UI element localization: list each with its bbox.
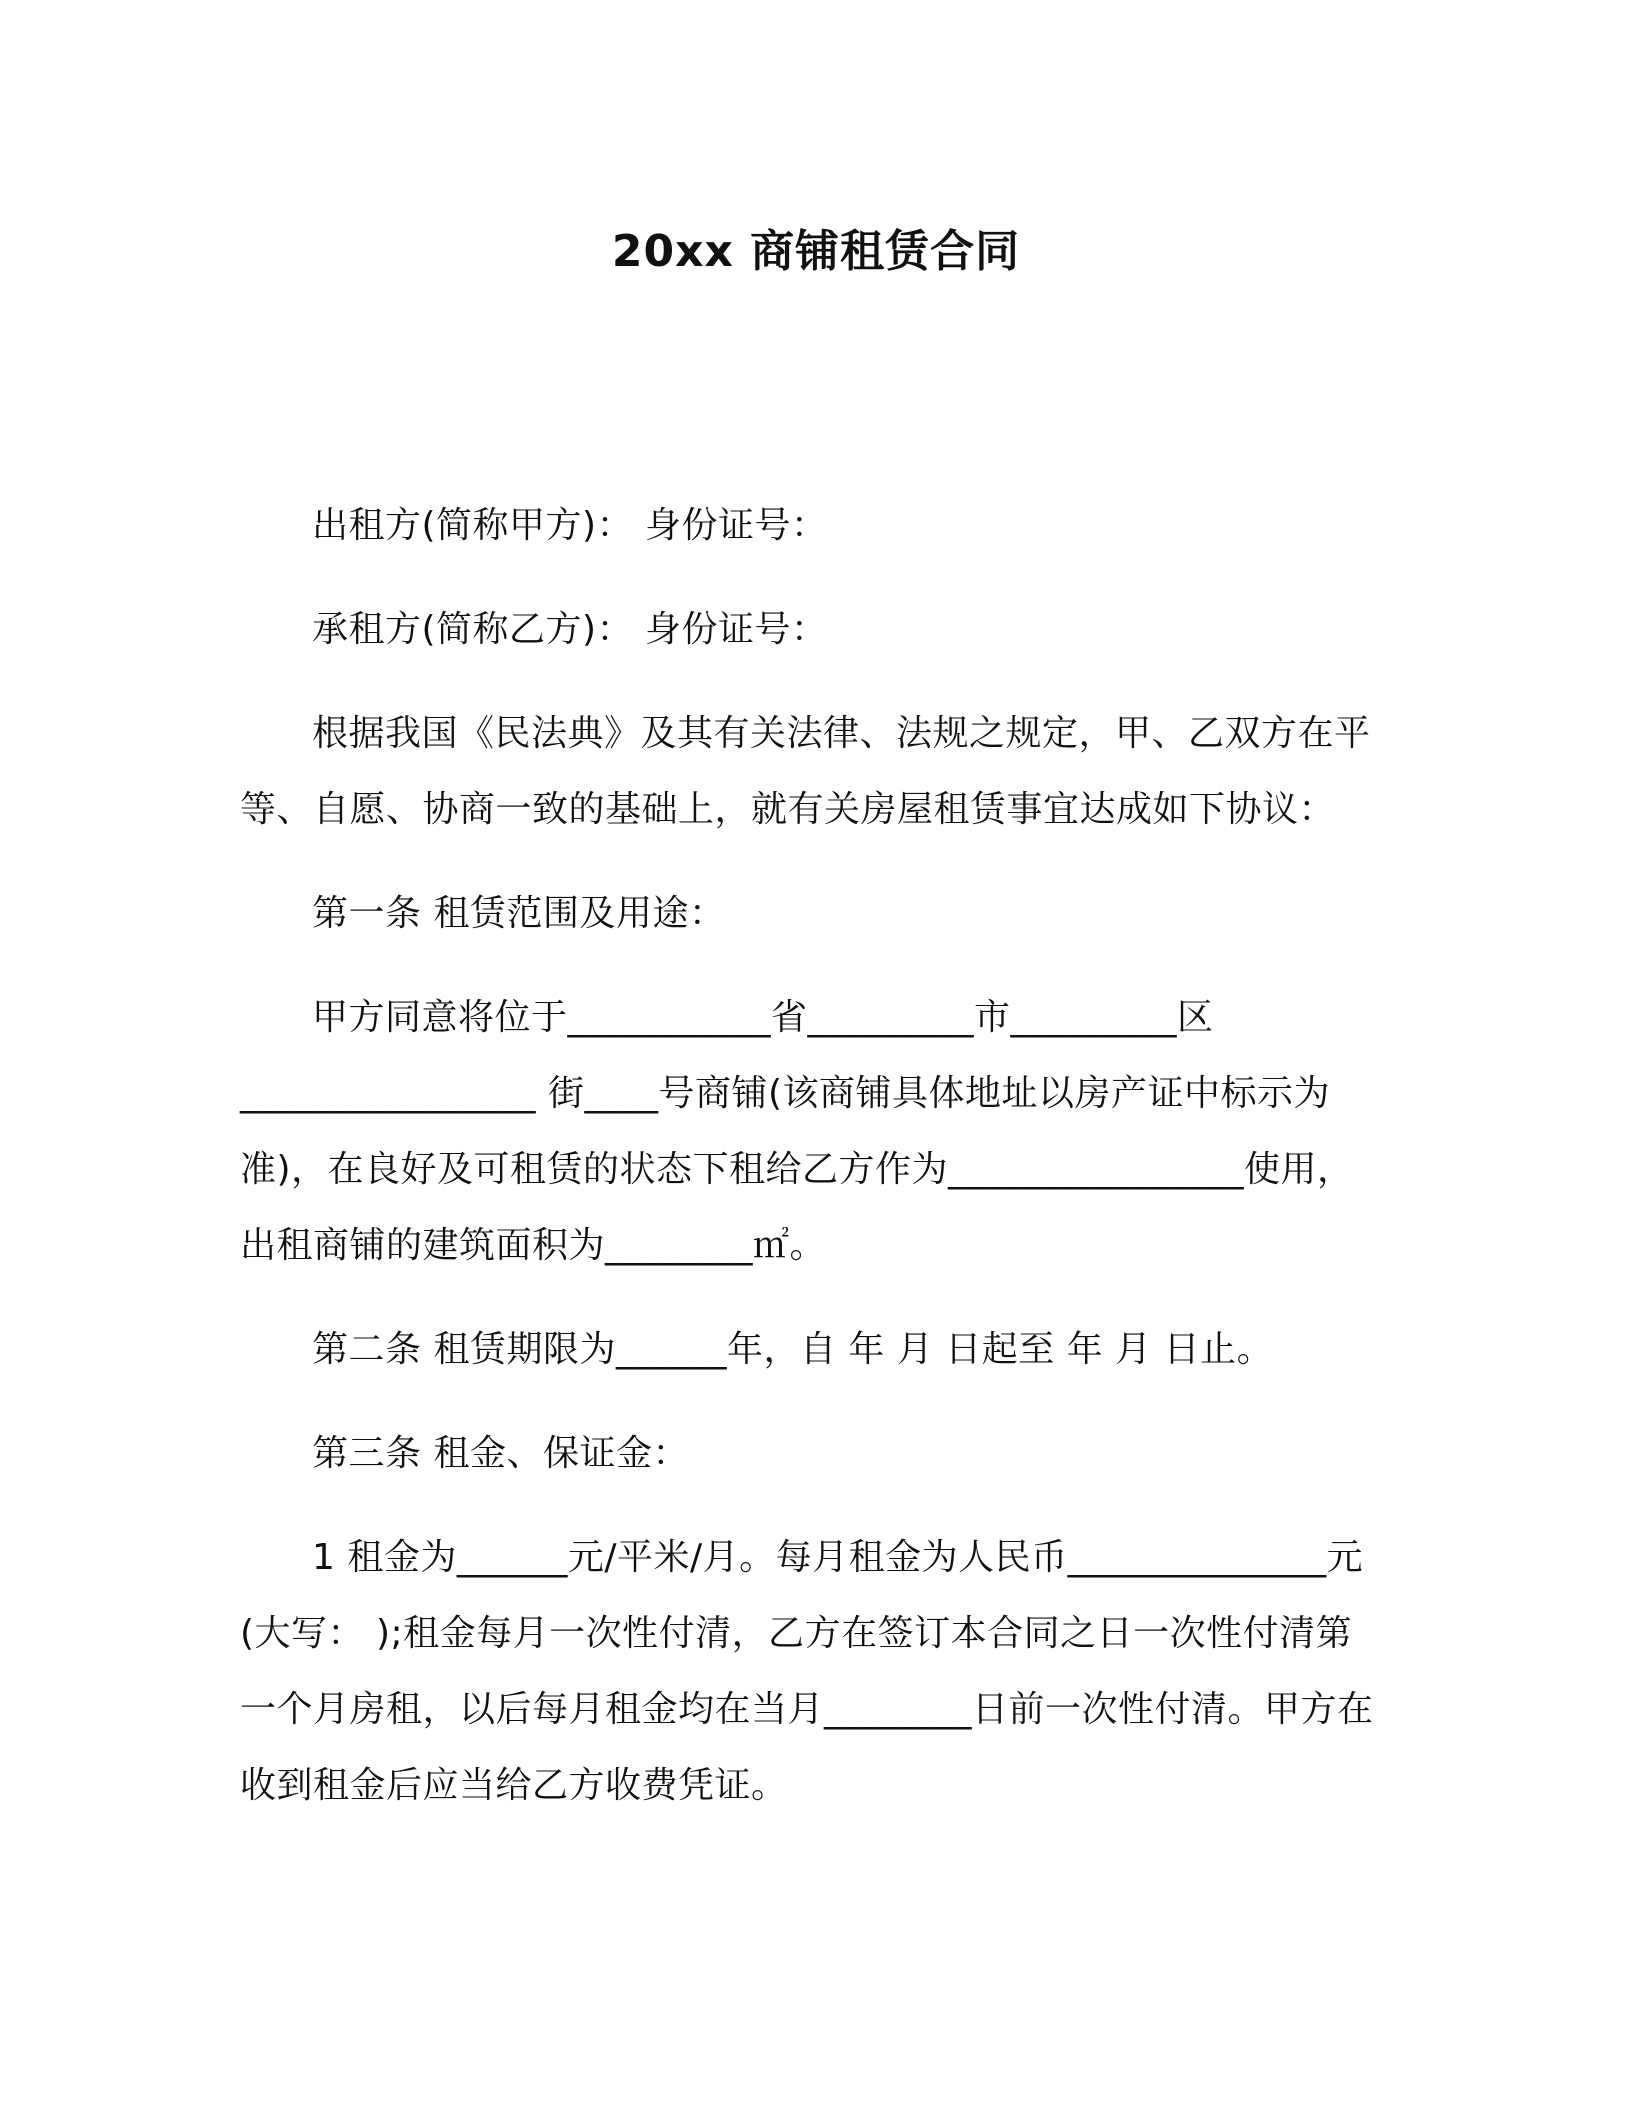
document-title: 20xx 商铺租赁合同 (611, 226, 1021, 277)
article-1-heading: 第一条 租赁范围及用途： (312, 893, 726, 934)
document-body (240, 488, 1380, 1852)
agreement-preamble: 根据我国《民法典》及其有关法律、法规之规定，甲、乙双方在平等、自愿、协商一致的基础上，就有关房屋租赁事宜达成如下协议： (240, 713, 1371, 830)
article-3-heading: 第三条 租金、保证金： (312, 1433, 689, 1474)
article-1-content: 甲方同意将位于___________省_________市_________区________________ 街____号商铺(该商铺具体地址以房产证中标示为准)，在良好及可租赁的状态下租给乙方作为________________使用，出租商铺的建筑面积为________㎡。 (240, 997, 1354, 1266)
lessor-line: 出租方(简称甲方)： 身份证号： (312, 505, 828, 546)
lessee-line: 承租方(简称乙方)： 身份证号： (312, 609, 828, 650)
article-2-content: 第二条 租赁期限为______年，自 年 月 日起至 年 月 日止。 (312, 1329, 1274, 1370)
article-3-rent-clause: 1 租金为______元/平米/月。每月租金为人民币______________元(大写： );租金每月一次性付清，乙方在签订本合同之日一次性付清第一个月房租，以后每月租金均在当月________日前一次性付清。甲方在收到租金后应当给乙方收费凭证。 (240, 1537, 1374, 1806)
